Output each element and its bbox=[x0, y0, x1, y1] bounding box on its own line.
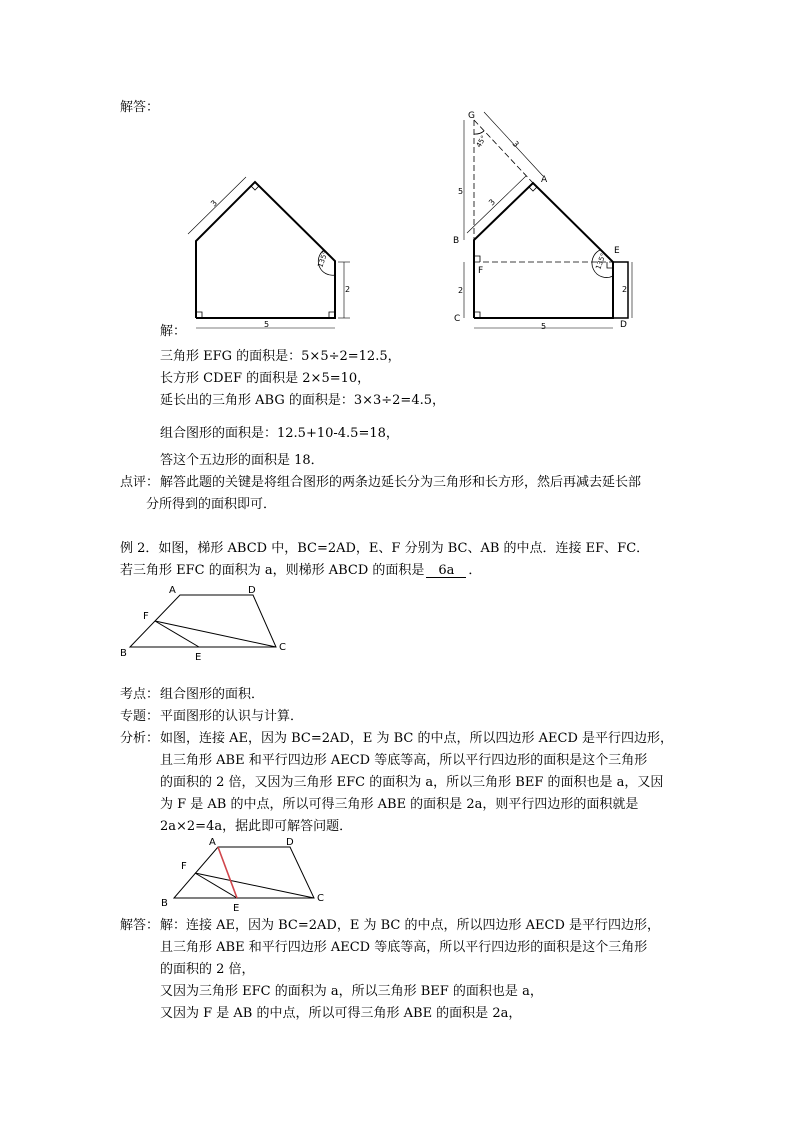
jieda-label: 解答： bbox=[120, 918, 160, 933]
solution-line-3: 延长出的三角形 ABG 的面积是：3×3÷2=4.5， bbox=[160, 393, 445, 408]
trap-label-C: C bbox=[279, 642, 286, 653]
jieda-line-2: 且三角形 ABE 和平行四边形 AECD 等底等高，所以平行四边形的面积是这个三角形 bbox=[160, 940, 648, 955]
segment-fe-2 bbox=[195, 873, 237, 898]
fenxi-line-3: 的面积的 2 倍，又因为三角形 EFC 的面积为 a，所以三角形 BEF 的面积也是 a，又因 bbox=[160, 775, 664, 790]
fig2-label-D: D bbox=[620, 320, 627, 330]
answer-heading: 解答： bbox=[120, 100, 160, 115]
trap2-label-D: D bbox=[286, 837, 294, 848]
jieda-line-5: 又因为 F 是 AB 的中点，所以可得三角形 ABE 的面积是 2a， bbox=[160, 1006, 522, 1021]
fenxi-line-1: 如图，连接 AE，因为 BC=2AD，E 为 BC 的中点，所以四边形 AECD 是平行四边形， bbox=[160, 731, 673, 746]
trap-label-B: B bbox=[120, 648, 127, 659]
segment-fc-2 bbox=[195, 873, 314, 898]
trap-label-D: D bbox=[248, 585, 256, 596]
fig2-len-3-left: 3 bbox=[487, 197, 498, 208]
trapezoid-outline-2 bbox=[174, 847, 314, 898]
trap-label-E: E bbox=[195, 652, 202, 663]
trap2-label-E: E bbox=[233, 903, 240, 914]
trap-label-F: F bbox=[143, 611, 149, 622]
solution-line-2: 长方形 CDEF 的面积是 2×5=10， bbox=[160, 371, 371, 386]
example2-line-1: 例 2．如图，梯形 ABCD 中，BC=2AD，E、F 分别为 BC、AB 的中点．连接 EF、FC． bbox=[120, 541, 650, 556]
trap2-label-A: A bbox=[209, 837, 216, 848]
fig2-angle-135: 135° bbox=[594, 252, 608, 271]
solution-line-1: 三角形 EFG 的面积是：5×5÷2=12.5， bbox=[160, 349, 401, 364]
trap-label-A: A bbox=[169, 585, 176, 596]
solution-line-5: 答这个五边形的面积是 18． bbox=[160, 453, 324, 468]
fig2-label-G: G bbox=[468, 111, 475, 121]
fig1-side-5: 5 bbox=[264, 320, 270, 329]
trap2-label-F: F bbox=[181, 861, 187, 872]
fig2-label-A: A bbox=[541, 175, 548, 185]
comment-line-2: 分所得到的面积即可． bbox=[146, 497, 277, 512]
solution-jie: 解： bbox=[160, 324, 187, 339]
example2-line-2-text: 若三角形 EFC 的面积为 a，则梯形 ABCD 的面积是 bbox=[120, 563, 425, 578]
fenxi-line-2: 且三角形 ABE 和平行四边形 AECD 等底等高，所以平行四边形的面积是这个三角形 bbox=[160, 753, 648, 768]
fig2-label-B: B bbox=[453, 236, 460, 246]
segment-ae-highlight bbox=[218, 847, 237, 898]
solution-line-4: 组合图形的面积是：12.5+10-4.5=18， bbox=[160, 426, 399, 441]
kaodian-label: 考点： bbox=[120, 687, 160, 702]
zhuanti-label: 专题： bbox=[120, 709, 160, 724]
example2-answer-blank: 6a bbox=[426, 564, 466, 578]
fig2-label-C: C bbox=[454, 314, 461, 324]
fenxi-line-4: 为 F 是 AB 的中点，所以可得三角形 ABE 的面积是 2a，则平行四边形的面积就是 bbox=[160, 797, 639, 812]
fig2-angle-45: 45° bbox=[474, 134, 488, 149]
fig1-side-2: 2 bbox=[345, 285, 351, 294]
fenxi-line-5: 2a×2=4a，据此即可解答问题． bbox=[160, 819, 353, 834]
comment-line-1: 解答此题的关键是将组合图形的两条边延长分为三角形和长方形，然后再减去延长部 bbox=[160, 475, 642, 490]
jieda-line-1: 解：连接 AE，因为 BC=2AD，E 为 BC 的中点，所以四边形 AECD 是平行四边形， bbox=[160, 918, 660, 933]
fig2-len-2-left: 2 bbox=[458, 286, 464, 295]
trap2-label-C: C bbox=[317, 893, 324, 904]
fenxi-label: 分析： bbox=[120, 731, 160, 746]
fig2-len-2-right: 2 bbox=[622, 285, 628, 294]
jieda-line-3: 的面积的 2 倍， bbox=[160, 962, 255, 977]
kaodian-text: 组合图形的面积． bbox=[160, 687, 265, 702]
fig2-len-3-top: 3 bbox=[510, 139, 521, 150]
jieda-line-4: 又因为三角形 EFC 的面积为 a，所以三角形 BEF 的面积也是 a， bbox=[160, 984, 543, 999]
fig2-len-5-bottom: 5 bbox=[541, 322, 547, 331]
example2-line-2-end: ． bbox=[468, 563, 482, 578]
fig2-len-5-vertical: 5 bbox=[458, 187, 464, 196]
fig2-label-E: E bbox=[614, 246, 620, 256]
zhuanti-text: 平面图形的认识与计算． bbox=[160, 709, 304, 724]
comment-label: 点评： bbox=[120, 475, 160, 490]
fig1-side-3: 3 bbox=[209, 198, 220, 209]
fig2-label-F: F bbox=[478, 266, 484, 276]
trap2-label-B: B bbox=[161, 898, 168, 909]
fig1-angle: 135° bbox=[316, 250, 330, 269]
